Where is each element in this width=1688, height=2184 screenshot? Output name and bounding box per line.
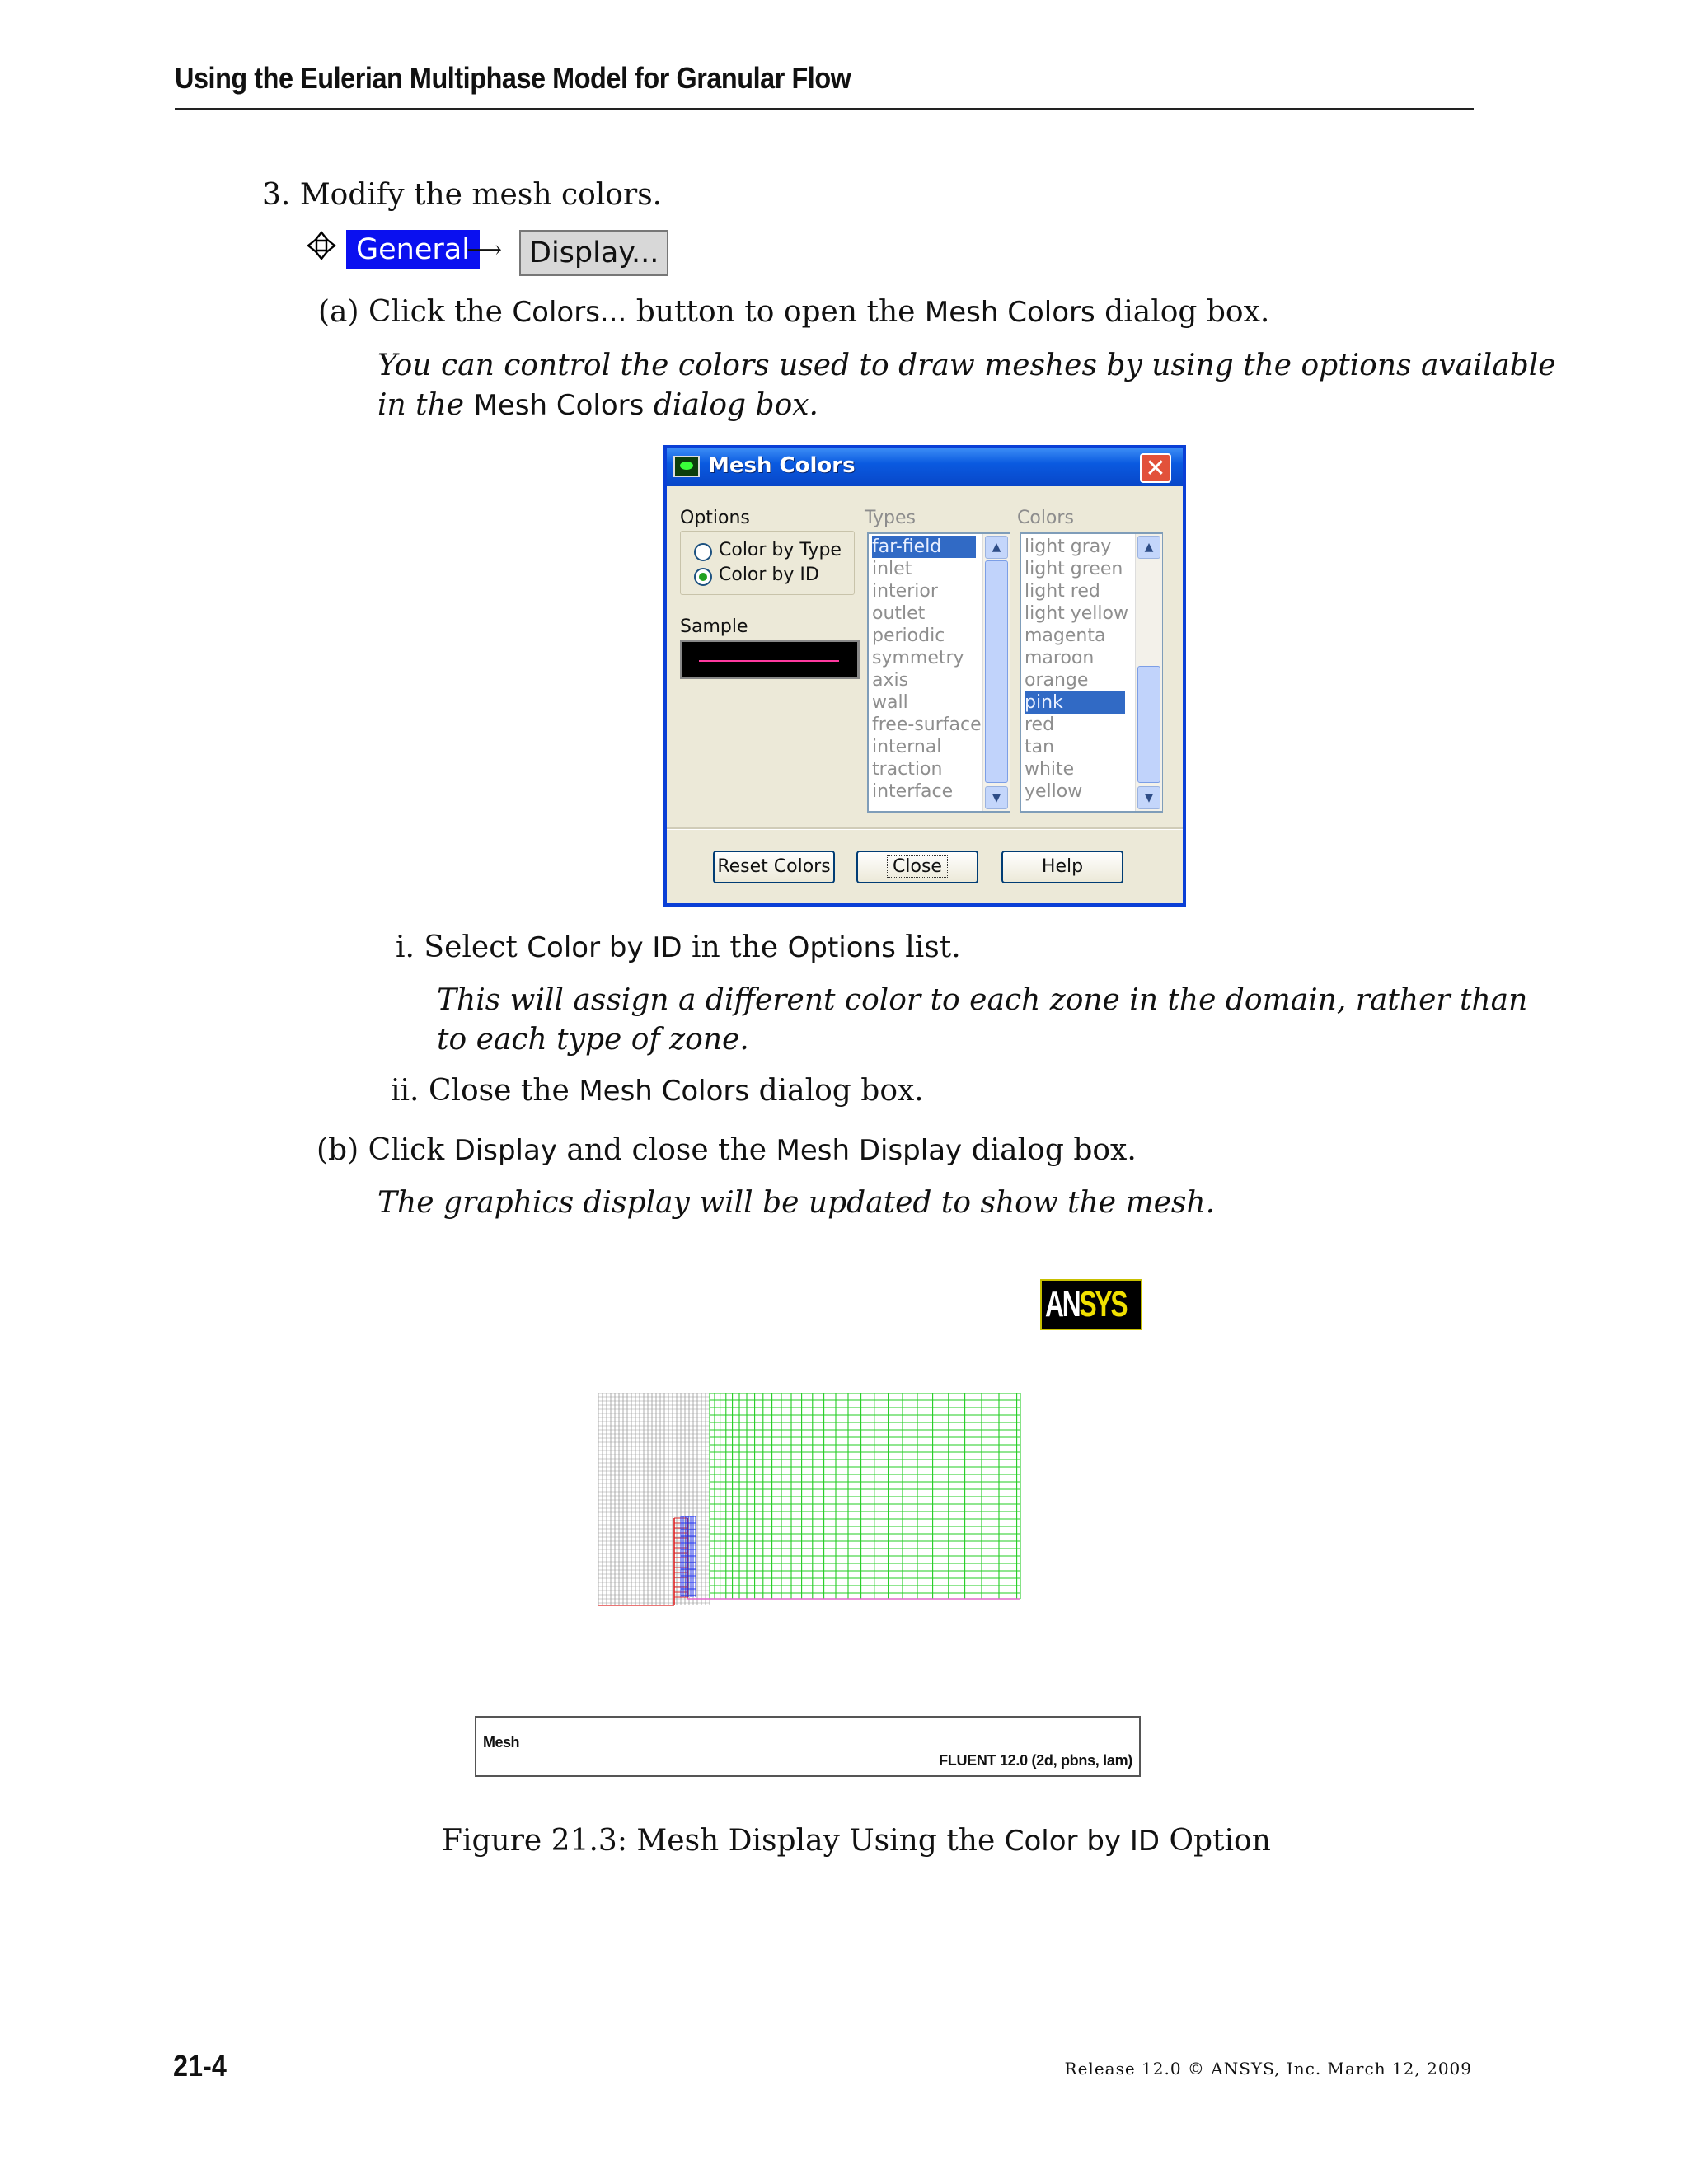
colors-item[interactable]: light red xyxy=(1025,581,1100,602)
figure-caption-pre: Figure 21.3: Mesh Display Using the xyxy=(442,1824,996,1858)
step-ii-label: ii. xyxy=(391,1074,420,1108)
types-item[interactable]: axis xyxy=(872,670,909,691)
colors-item[interactable]: yellow xyxy=(1025,781,1083,802)
types-listbox[interactable] xyxy=(867,532,1010,813)
step-a-label: (a) xyxy=(318,295,359,329)
step-a-dialog-ref: Mesh Colors xyxy=(924,296,1095,329)
nav-display-button[interactable]: Display... xyxy=(519,230,668,276)
types-item[interactable]: traction xyxy=(872,759,943,780)
figure-caption xyxy=(442,1821,1271,1862)
mesh-zone-blue xyxy=(681,1516,696,1597)
ansys-logo-text xyxy=(1045,1284,1126,1325)
scroll-down-icon[interactable]: ▼ xyxy=(1137,786,1160,809)
page-number: 21-4 xyxy=(173,2049,227,2083)
colors-item[interactable]: tan xyxy=(1025,737,1055,757)
sample-preview xyxy=(680,640,860,679)
step-i-label: i. xyxy=(396,930,415,964)
step-b-ui2: Mesh Display xyxy=(776,1134,963,1167)
step-3-number: 3. xyxy=(262,178,291,212)
types-item[interactable]: inlet xyxy=(872,559,912,579)
dialog-separator xyxy=(667,827,1183,830)
step-3 xyxy=(262,176,662,216)
nav-general-link[interactable]: General xyxy=(346,230,480,269)
colors-scroll-thumb[interactable] xyxy=(1137,666,1160,783)
step-b-mid: and close the xyxy=(566,1133,767,1167)
colors-item[interactable]: light green xyxy=(1025,559,1123,579)
mesh-zone-pink-boundary xyxy=(598,1599,1020,1605)
nav-arrow: ⟶ xyxy=(467,236,503,265)
step-a-note-pre: in the xyxy=(377,388,465,422)
colors-item[interactable]: light yellow xyxy=(1025,603,1128,624)
colors-item[interactable]: red xyxy=(1025,715,1055,735)
dialog-title: Mesh Colors xyxy=(708,453,856,478)
types-item[interactable]: interface xyxy=(872,781,954,802)
figure-caption-ui: Color by ID xyxy=(1004,1825,1160,1858)
step-b-note: The graphics display will be updated to show the mesh. xyxy=(377,1186,1216,1220)
step-i-note-line1: This will assign a different color to each zone in the domain, rather than xyxy=(437,983,1528,1017)
dialog-titlebar[interactable] xyxy=(667,448,1183,486)
move-arrows-icon xyxy=(307,231,336,260)
step-a-mid: button to open the xyxy=(635,295,916,329)
colors-scrollbar[interactable] xyxy=(1135,534,1162,811)
step-i xyxy=(396,928,961,968)
colors-item[interactable]: pink xyxy=(1025,691,1125,714)
types-item[interactable]: symmetry xyxy=(872,648,964,668)
types-item[interactable]: periodic xyxy=(872,626,945,646)
step-i-mid: in the xyxy=(692,930,779,964)
step-b xyxy=(316,1131,1137,1171)
types-scrollbar[interactable] xyxy=(982,534,1010,811)
header-rule xyxy=(175,108,1474,110)
colors-item[interactable]: maroon xyxy=(1025,648,1095,668)
step-i-note-line2: to each type of zone. xyxy=(437,1023,749,1057)
fluent-app-icon xyxy=(673,456,700,477)
colors-listbox[interactable] xyxy=(1020,532,1163,813)
release-line: Release 12.0 © ANSYS, Inc. March 12, 2009 xyxy=(1064,2059,1472,2079)
close-icon[interactable]: ✕ xyxy=(1140,453,1171,483)
scroll-up-icon[interactable]: ▲ xyxy=(1137,536,1160,559)
scroll-up-icon[interactable]: ▲ xyxy=(985,536,1008,559)
step-b-ui1: Display xyxy=(453,1134,557,1167)
step-ii xyxy=(391,1071,924,1112)
step-ii-ui: Mesh Colors xyxy=(579,1075,750,1108)
step-b-post: dialog box. xyxy=(971,1133,1137,1167)
types-item[interactable]: internal xyxy=(872,737,942,757)
step-ii-post: dialog box. xyxy=(758,1074,924,1108)
types-item[interactable]: far-field xyxy=(872,536,976,558)
running-header: Using the Eulerian Multiphase Model for Granular Flow xyxy=(175,61,851,95)
reset-colors-button[interactable]: Reset Colors xyxy=(713,851,835,883)
figure-caption-post: Option xyxy=(1169,1824,1271,1858)
step-a-note-post: dialog box. xyxy=(653,388,818,422)
step-a-note-line1: You can control the colors used to draw meshes by using the options available xyxy=(377,349,1556,382)
options-group xyxy=(680,531,855,595)
step-i-post: list. xyxy=(905,930,961,964)
step-a-note-line2 xyxy=(377,386,818,426)
types-scroll-thumb[interactable] xyxy=(985,560,1008,783)
step-a-post: dialog box. xyxy=(1104,295,1270,329)
step-a-pre: Click the xyxy=(368,295,503,329)
step-a xyxy=(318,293,1269,333)
ansys-logo-an: AN xyxy=(1045,1284,1080,1324)
status-solver-info: FLUENT 12.0 (2d, pbns, lam) xyxy=(939,1752,1132,1769)
mesh-zone-green xyxy=(710,1393,1020,1599)
types-label: Types xyxy=(865,508,916,528)
sample-line xyxy=(699,660,839,662)
colors-label: Colors xyxy=(1017,508,1074,528)
close-button[interactable] xyxy=(856,851,978,883)
help-button[interactable]: Help xyxy=(1001,851,1123,883)
step-ii-pre: Close the xyxy=(428,1074,570,1108)
step-a-colors-ref: Colors... xyxy=(512,296,627,329)
graphics-status-box xyxy=(475,1716,1141,1777)
types-item[interactable]: free-surface xyxy=(872,715,982,735)
mesh-colors-dialog xyxy=(663,445,1186,907)
close-button-label: Close xyxy=(888,856,947,877)
radio-color-by-type-label: Color by Type xyxy=(719,540,842,560)
colors-item[interactable]: light gray xyxy=(1025,537,1112,557)
types-item[interactable]: outlet xyxy=(872,603,926,624)
mesh-graphic xyxy=(598,1393,1027,1615)
step-3-text: Modify the mesh colors. xyxy=(299,178,663,212)
radio-color-by-type[interactable] xyxy=(694,543,712,561)
radio-color-by-id[interactable] xyxy=(694,568,712,586)
ansys-logo-sys: SYS xyxy=(1079,1284,1127,1324)
step-i-ui2: Options xyxy=(787,931,896,964)
types-item[interactable]: wall xyxy=(872,692,908,713)
step-i-ui1: Color by ID xyxy=(527,931,682,964)
colors-item[interactable]: orange xyxy=(1025,670,1089,691)
step-b-pre: Click xyxy=(368,1133,445,1167)
ansys-logo xyxy=(1040,1279,1142,1330)
step-a-note-ui: Mesh Colors xyxy=(473,389,645,422)
sample-label: Sample xyxy=(680,616,748,637)
radio-color-by-id-label: Color by ID xyxy=(719,565,819,585)
step-i-pre: Select xyxy=(424,930,518,964)
colors-item[interactable]: white xyxy=(1025,759,1075,780)
options-label: Options xyxy=(680,508,750,528)
colors-item[interactable]: magenta xyxy=(1025,626,1106,646)
status-title: Mesh xyxy=(483,1734,520,1750)
scroll-down-icon[interactable]: ▼ xyxy=(985,786,1008,809)
step-b-label: (b) xyxy=(316,1133,359,1167)
types-item[interactable]: interior xyxy=(872,581,938,602)
